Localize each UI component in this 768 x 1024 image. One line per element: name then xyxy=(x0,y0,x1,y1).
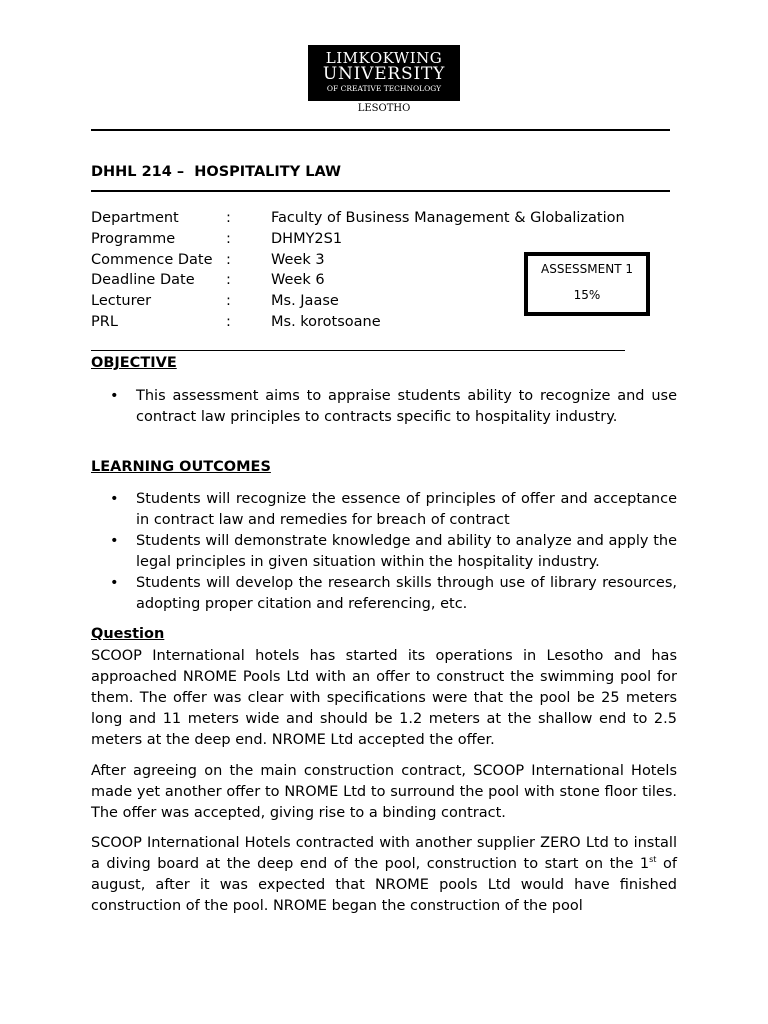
paragraph-text: SCOOP International Hotels contracted with another supplier ZERO Ltd to install a diving board at the deep end of the pool, construction to start on the 1 xyxy=(91,835,677,872)
assessment-box xyxy=(524,252,650,316)
meta-value: Faculty of Business Management & Globalization xyxy=(271,210,625,226)
meta-value: Week 3 xyxy=(271,252,325,268)
meta-label: Commence Date xyxy=(91,252,213,268)
question-paragraph-2: After agreeing on the main construction contract, SCOOP International Hotels made yet another offer to NROME Ltd to surround the pool with stone floor tiles. The offer was accepted, giving rise to a binding contract. xyxy=(91,763,677,821)
course-title: DHHL 214 – HOSPITALITY LAW xyxy=(91,164,342,180)
meta-label: Programme xyxy=(91,231,176,247)
university-logo xyxy=(308,45,460,101)
logo-line-1: LIMKOKWING xyxy=(325,49,443,67)
meta-value: Week 6 xyxy=(271,272,325,288)
logo-line-3: OF CREATIVE TECHNOLOGY xyxy=(326,84,442,93)
meta-colon: : xyxy=(226,210,231,226)
meta-label: Lecturer xyxy=(91,293,152,309)
meta-colon: : xyxy=(226,231,231,247)
meta-label: PRL xyxy=(91,314,118,330)
ordinal-suffix: st xyxy=(649,855,657,865)
meta-value: Ms. korotsoane xyxy=(271,314,381,330)
logo-subtitle: LESOTHO xyxy=(357,103,411,114)
list-item: • Students will recognize the essence of principles of offer and acceptance in contract law and remedies for breach of contract xyxy=(91,489,677,531)
question-paragraph-1: SCOOP International hotels has started its operations in Lesotho and has approached NROME Pools Ltd with an offer to construct the swimming pool for them. The offer was clear with specifications were that the pool be 25 meters long and 11 meters wide and should be 1.2 meters at the shallow end to 2.5 meters at the deep end. NROME Ltd accepted the offer. xyxy=(91,648,677,748)
title-rule xyxy=(91,190,670,192)
learning-outcomes-list xyxy=(91,489,677,615)
meta-colon: : xyxy=(226,252,231,268)
header-rule xyxy=(91,129,670,131)
meta-rule xyxy=(91,350,625,351)
meta-label: Deadline Date xyxy=(91,272,195,288)
meta-value: Ms. Jaase xyxy=(271,293,339,309)
learning-outcomes-heading: LEARNING OUTCOMES xyxy=(91,459,271,475)
list-item: • This assessment aims to appraise students ability to recognize and use contract law principles to contracts specific to hospitality industry. xyxy=(91,386,677,428)
meta-value: DHMY2S1 xyxy=(271,231,343,247)
paragraph-text: of august, after it was expected that NROME pools Ltd would have finished construction of the pool. NROME began the construction of the pool xyxy=(91,856,677,914)
meta-colon: : xyxy=(226,314,231,330)
assessment-weight: 15% xyxy=(573,288,601,302)
question-paragraph-3 xyxy=(91,833,677,917)
list-item: • Students will demonstrate knowledge and ability to analyze and apply the legal principles in given situation within the hospitality industry. xyxy=(91,531,677,573)
meta-colon: : xyxy=(226,293,231,309)
objective-list xyxy=(91,386,677,428)
question-heading: Question xyxy=(91,626,165,642)
objective-heading: OBJECTIVE xyxy=(91,355,177,371)
list-item: • Students will develop the research skills through use of library resources, adopting proper citation and referencing, etc. xyxy=(91,573,677,615)
meta-colon: : xyxy=(226,272,231,288)
assessment-label: ASSESSMENT 1 xyxy=(541,262,633,276)
meta-label: Department xyxy=(91,210,179,226)
logo-line-2: UNIVERSITY xyxy=(322,64,446,84)
